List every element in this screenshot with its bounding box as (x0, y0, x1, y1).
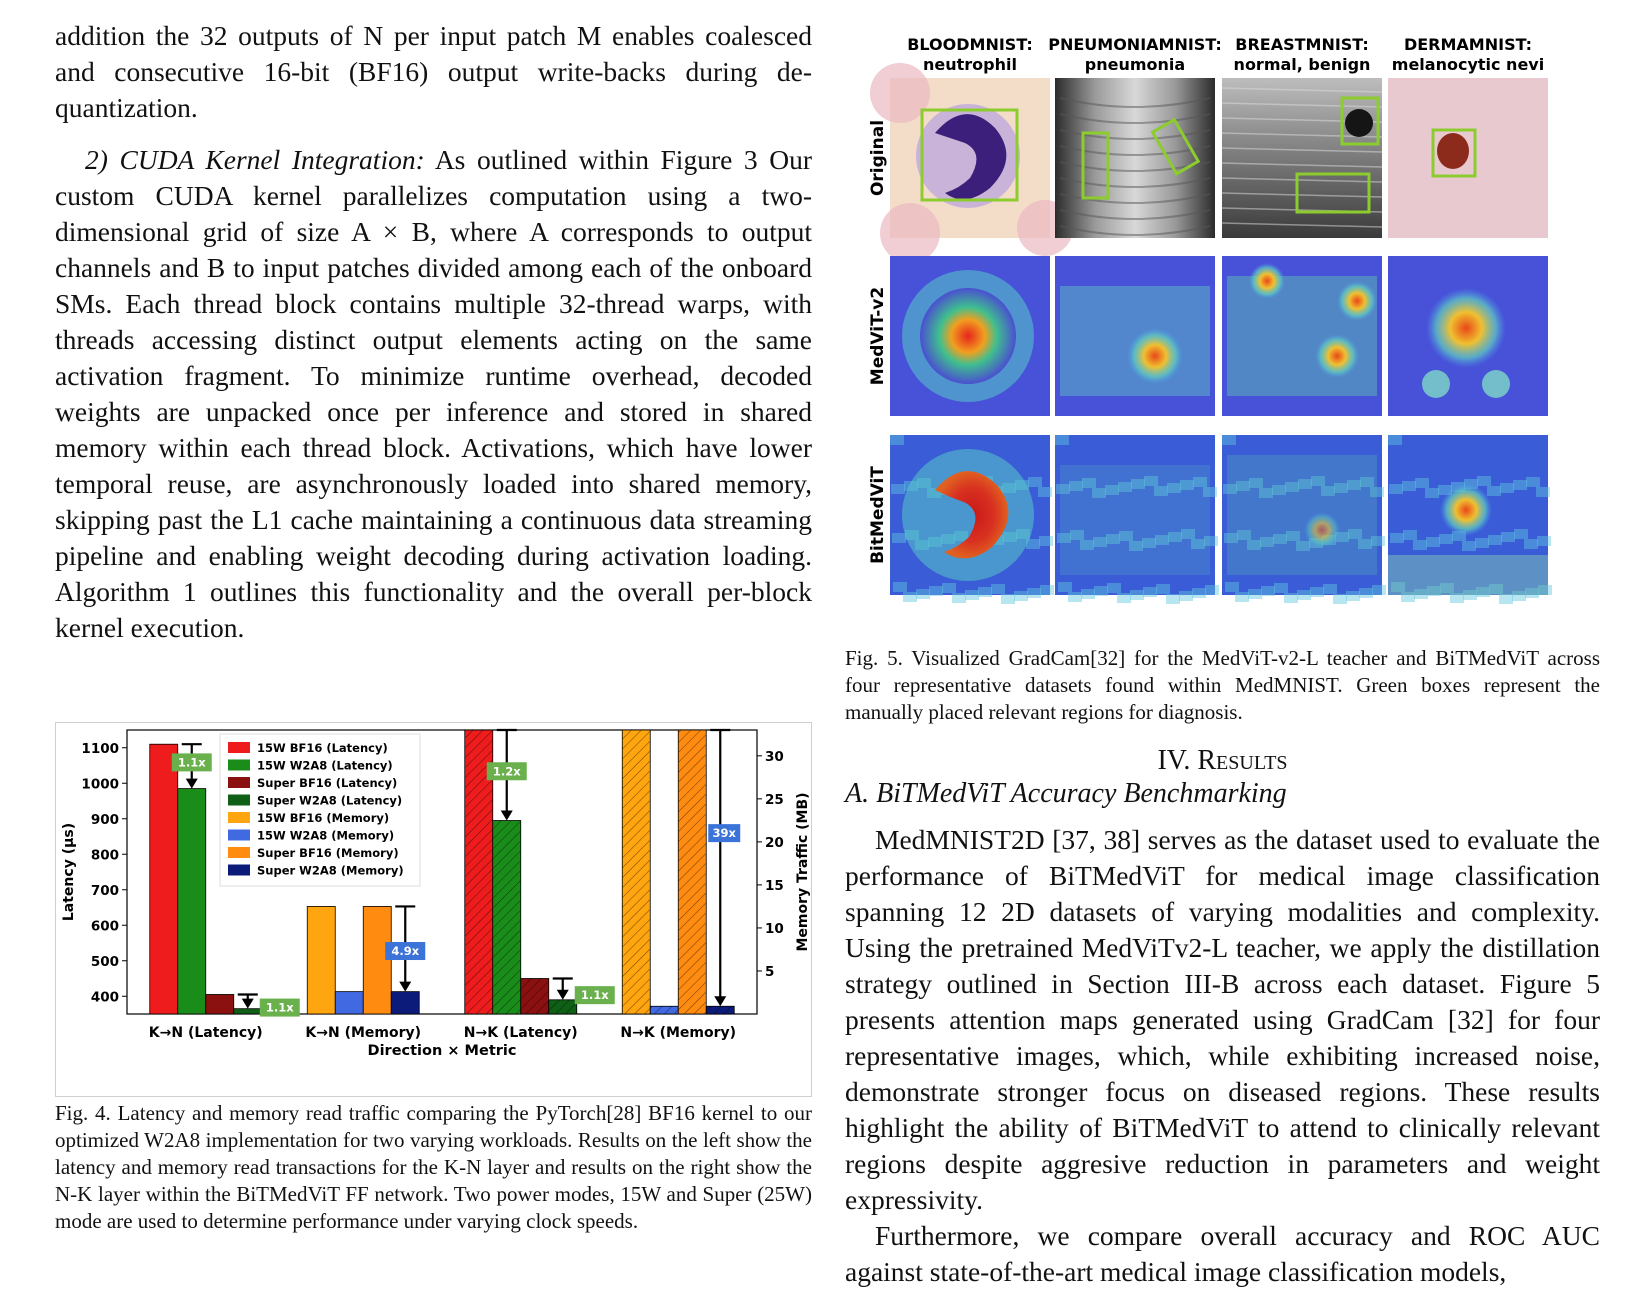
y-tick-label: 700 (90, 882, 119, 899)
speedup-label: 1.1x (580, 988, 609, 1003)
y-axis-label: Latency (µs) (61, 822, 77, 922)
gradcam-cell (1388, 435, 1552, 604)
legend-swatch (228, 865, 250, 876)
bar-hatch (678, 730, 706, 1014)
gradcam-cell (1222, 78, 1382, 238)
y-tick-label: 600 (90, 918, 119, 935)
column-dataset-label: BREASTMNIST: (1235, 35, 1369, 54)
bar (234, 1009, 262, 1014)
x-tick-label: N→K (Memory) (620, 1025, 737, 1041)
bar-hatch (521, 979, 549, 1015)
legend-label: Super W2A8 (Latency) (257, 793, 403, 808)
column-dataset-label: BLOODMNIST: (907, 35, 1033, 54)
speedup-label: 39x (712, 826, 736, 841)
row-label: MedViT-v2 (868, 286, 888, 386)
gradcam-cell (1388, 256, 1548, 416)
section-title: Results (1197, 745, 1288, 776)
paragraph-cuda-kernel (55, 142, 812, 646)
x-tick-label: K→N (Memory) (305, 1025, 422, 1041)
bar (391, 992, 419, 1014)
legend-swatch (228, 777, 250, 788)
figure5-gradcam-grid (845, 30, 1605, 640)
results-text (845, 822, 1600, 1290)
figure4-caption-text: Fig. 4. Latency and memory read traffic comparing the PyTorch[28] BF16 kernel to our optimized W2A8 implementation for two varying workloads. Results on the left show the latency and memory read transactions for the K-N layer and results on the right show the N-K layer within the BiTMedViT FF network. Two power modes, 15W and Super (25W) mode are used to determine performance under varying clock speeds. (55, 1101, 812, 1233)
y2-axis-label: Memory Traffic (MB) (795, 792, 811, 952)
arrow-head (186, 779, 198, 789)
legend-swatch (228, 847, 250, 858)
speedup-label: 1.1x (265, 1000, 294, 1015)
y2-tick-label: 15 (765, 877, 784, 894)
figure4-chart (55, 722, 812, 1097)
arrow-head (501, 811, 513, 821)
column-class-label: melanocytic nevi (1391, 55, 1545, 74)
cuda-kernel-text: As outlined within Figure 3 Our custom CUDA kernel parallelizes computation using a two-dimensional grid of size A × B, where A corresponds to output channels and B to input patches divided among each of the onboard SMs. Each thread block contains multiple 32-thread warps, with threads accessing distinct output elements acting on the same activation fragment. To minimize runtime overhead, decoded weights are unpacked once per inference and stored in shared memory within each thread block. Activations, which have lower temporal reuse, are asynchronously loaded into shared memory, skipping past the L1 cache maintaining a continuous data streaming pipeline and enabling weight decoding during activation loading. Algorithm 1 outlines this functionality and the overall per-block kernel execution. (55, 144, 812, 643)
column-class-label: pneumonia (1084, 55, 1186, 74)
y2-tick-label: 10 (765, 920, 784, 937)
gradcam-cell (1388, 78, 1548, 238)
y2-tick-label: 5 (765, 963, 775, 980)
speedup-label: 1.2x (492, 764, 521, 779)
legend-label: 15W BF16 (Latency) (257, 741, 388, 755)
y-tick-label: 400 (90, 989, 119, 1006)
bar-hatch (622, 730, 650, 1014)
results-paragraph-1: MedMNIST2D [37, 38] serves as the dataset used to evaluate the performance of BiTMedViT for medical image classification spanning 12 2D datasets of varying modalities and complexity. Using the pretrained MedViTv2-L teacher, we apply the distillation strategy outlined in Section III-B across each dataset. Figure 5 presents attention maps generated using GradCam [32] for four representative images, which, while exhibiting increased noise, demonstrate stronger focus on diseased regions. These results highlight the ability of BiTMedViT to attend to clinically relevant regions despite aggresive reduction in parameters and weight expressivity. (845, 824, 1600, 1215)
bar-hatch (650, 1006, 678, 1014)
gradcam-cell (1222, 256, 1382, 416)
legend-label: Super BF16 (Memory) (257, 846, 399, 860)
column-dataset-label: DERMAMNIST: (1403, 35, 1533, 54)
legend-label: Super BF16 (Latency) (257, 776, 398, 790)
y-tick-label: 1000 (81, 776, 119, 793)
bar (335, 992, 363, 1014)
left-column (55, 18, 812, 646)
bar (307, 906, 335, 1014)
arrow-head (242, 999, 254, 1009)
bar-hatch (549, 1000, 577, 1014)
bar-hatch (706, 1006, 734, 1014)
legend-label: Super W2A8 (Memory) (257, 863, 404, 878)
column-class-label: normal, benign (1233, 55, 1371, 74)
x-axis-label: Direction × Metric (367, 1043, 517, 1059)
y2-tick-label: 20 (765, 834, 784, 851)
y-tick-label: 1100 (81, 740, 119, 757)
paragraph-quantization: addition the 32 outputs of N per input patch M enables coalesced and consecutive 16-bit (BF16) output write-backs during de-quantization. (55, 20, 812, 123)
arrow-head (399, 982, 411, 992)
y-tick-label: 800 (90, 847, 119, 864)
legend-swatch (228, 830, 250, 841)
section-number: IV. (1157, 745, 1191, 776)
arrow-head (714, 996, 726, 1006)
figure5-cells (870, 63, 1552, 604)
figure5-column-headers (907, 35, 1544, 74)
bar-hatch (493, 821, 521, 1014)
legend-swatch (228, 795, 250, 806)
legend-label: 15W BF16 (Memory) (257, 811, 390, 825)
bar (206, 994, 234, 1014)
figure5-caption-text: Fig. 5. Visualized GradCam[32] for the MedViT-v2-L teacher and BiTMedViT across four representative datasets found within MedMNIST. Green boxes represent the manually placed relevant regions for diagnosis. (845, 646, 1600, 724)
x-tick-label: N→K (Latency) (463, 1025, 578, 1041)
speedup-label: 4.9x (391, 944, 420, 959)
row-label: Original (868, 119, 888, 197)
y2-tick-label: 30 (765, 748, 784, 765)
x-tick-label: K→N (Latency) (148, 1025, 263, 1041)
y2-tick-label: 25 (765, 791, 784, 808)
legend-swatch (228, 812, 250, 823)
gradcam-cell (870, 63, 1073, 263)
gradcam-cell (1055, 256, 1215, 416)
legend-swatch (228, 760, 250, 771)
bar (363, 906, 391, 1014)
y-tick-label: 900 (90, 811, 119, 828)
results-paragraph-2: Furthermore, we compare overall accuracy and ROC AUC against state-of-the-art medical image classification models, (845, 1220, 1600, 1287)
subsection-heading: A. BiTMedViT Accuracy Benchmarking (845, 778, 1287, 809)
figure5-caption (845, 645, 1600, 726)
cuda-kernel-heading: 2) CUDA Kernel Integration: (85, 144, 425, 175)
arrow-head (557, 990, 569, 1000)
column-class-label: neutrophil (923, 55, 1017, 74)
legend-swatch (228, 742, 250, 753)
figure4-caption (55, 1100, 812, 1235)
speedup-label: 1.1x (177, 755, 206, 770)
figure5-row-labels (868, 120, 888, 564)
gradcam-cell (1055, 435, 1219, 604)
gradcam-cell (890, 435, 1054, 604)
row-label: BitMedViT (868, 466, 888, 564)
column-dataset-label: PNEUMONIAMNIST: (1048, 35, 1222, 54)
bar (178, 789, 206, 1014)
gradcam-cell (1222, 435, 1386, 604)
chart-legend (220, 734, 420, 886)
legend-label: 15W W2A8 (Memory) (257, 828, 395, 843)
legend-label: 15W W2A8 (Latency) (257, 758, 393, 773)
gradcam-cell (890, 256, 1050, 416)
y-tick-label: 500 (90, 953, 119, 970)
gradcam-cell (1055, 78, 1215, 238)
bar (150, 744, 178, 1014)
section-heading (845, 745, 1600, 777)
